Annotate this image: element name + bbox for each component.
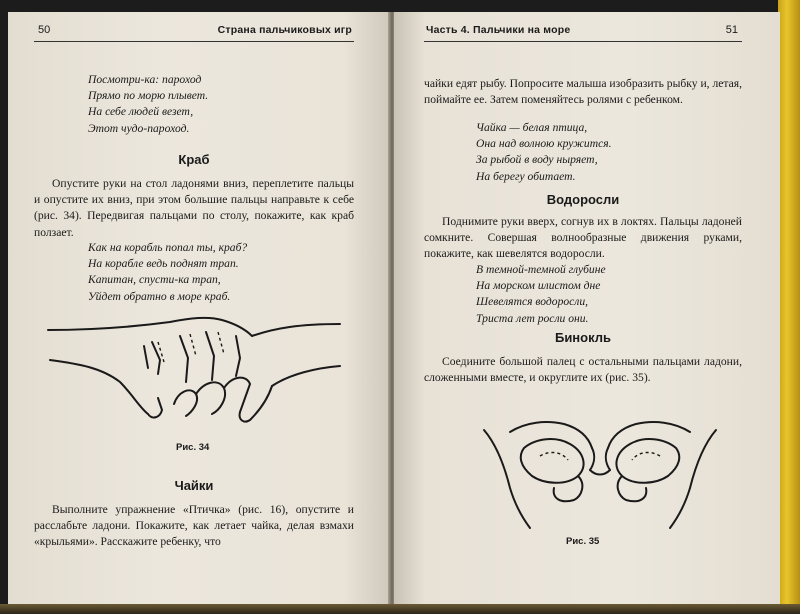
- verse-line: В темной-темной глубине: [476, 263, 606, 276]
- page-number: 50: [38, 24, 51, 36]
- verse-line: На корабле ведь поднят трап.: [88, 257, 239, 271]
- verse-line: Как на корабль попал ты, краб?: [88, 241, 248, 254]
- heading-vodorosli: Водоросли: [546, 192, 620, 207]
- right-running-header: [424, 22, 742, 42]
- header-rule: [34, 41, 354, 42]
- verse-line: На берегу обитает.: [476, 169, 576, 183]
- paragraph-binokl: Соедините большой палец с остальными пальцами ладони, сложенными вместе, и округлите их (рис. 35).: [424, 355, 742, 385]
- heading-krab: Краб: [178, 152, 210, 167]
- running-title: Часть 4. Пальчики на море: [426, 24, 571, 36]
- verse-line: За рыбой в воду ныряет,: [476, 153, 598, 167]
- verse-krab: [88, 240, 358, 305]
- paragraph-chaiki-continued: чайки едят рыбу. Попросите малыша изобразить рыбку и, летая, поймайте ее. Затем поменяйтесь ролями с ребенком.: [424, 77, 742, 107]
- verse-line: На морском илистом дне: [476, 279, 601, 293]
- verse-line: Чайка — белая птица,: [476, 121, 588, 134]
- heading-binokl: Бинокль: [554, 330, 612, 345]
- binoculars-hands-illustration: [480, 404, 720, 532]
- figure-caption-35: Рис. 35: [566, 536, 600, 547]
- paragraph-vodorosli: Поднимите руки вверх, согнув их в локтях. Пальцы ладоней сомкните. Совершая волнообразные движения руками, покажите, как шевелятся водоросли.: [424, 215, 742, 261]
- verse-line: Прямо по морю плывет.: [88, 89, 209, 103]
- verse-line: Триста лет росли они.: [476, 311, 589, 325]
- book-edge: [778, 0, 800, 614]
- crab-hands-illustration: [40, 312, 350, 432]
- verse-vodorosli: [476, 262, 736, 327]
- verse-line: На себе людей везет,: [88, 105, 194, 119]
- verse-line: Шевелятся водоросли,: [476, 295, 589, 309]
- paragraph-krab: Опустите руки на стол ладонями вниз, переплетите пальцы и опустите их вниз, при этом большие пальцы направьте к себе (рис. 34). Передвигая пальцами по столу, покажите, как краб ползает.: [34, 177, 354, 239]
- paragraph-chaiki: Выполните упражнение «Птичка» (рис. 16), опустите и расслабьте ладони. Покажите, как летает чайка, делая взмахи «крыльями». Расскажите ребенку, что: [34, 503, 354, 549]
- figure-caption-34: Рис. 34: [176, 442, 210, 453]
- page-edge-bottom: [0, 604, 800, 614]
- header-rule: [424, 41, 742, 42]
- verse-chaika: [476, 120, 736, 185]
- verse-line: Она над волною кружится.: [476, 137, 612, 151]
- running-title: Страна пальчиковых игр: [217, 24, 352, 36]
- heading-chaiki: Чайки: [174, 478, 214, 493]
- verse-line: Посмотри-ка: пароход: [88, 73, 202, 86]
- verse-parokhod: [88, 72, 348, 137]
- verse-line: Этот чудо-пароход.: [88, 121, 190, 135]
- left-running-header: [34, 22, 354, 42]
- verse-line: Уйдет обратно в море краб.: [88, 289, 231, 303]
- verse-line: Капитан, спусти-ка трап,: [88, 273, 221, 287]
- page-number: 51: [725, 24, 738, 36]
